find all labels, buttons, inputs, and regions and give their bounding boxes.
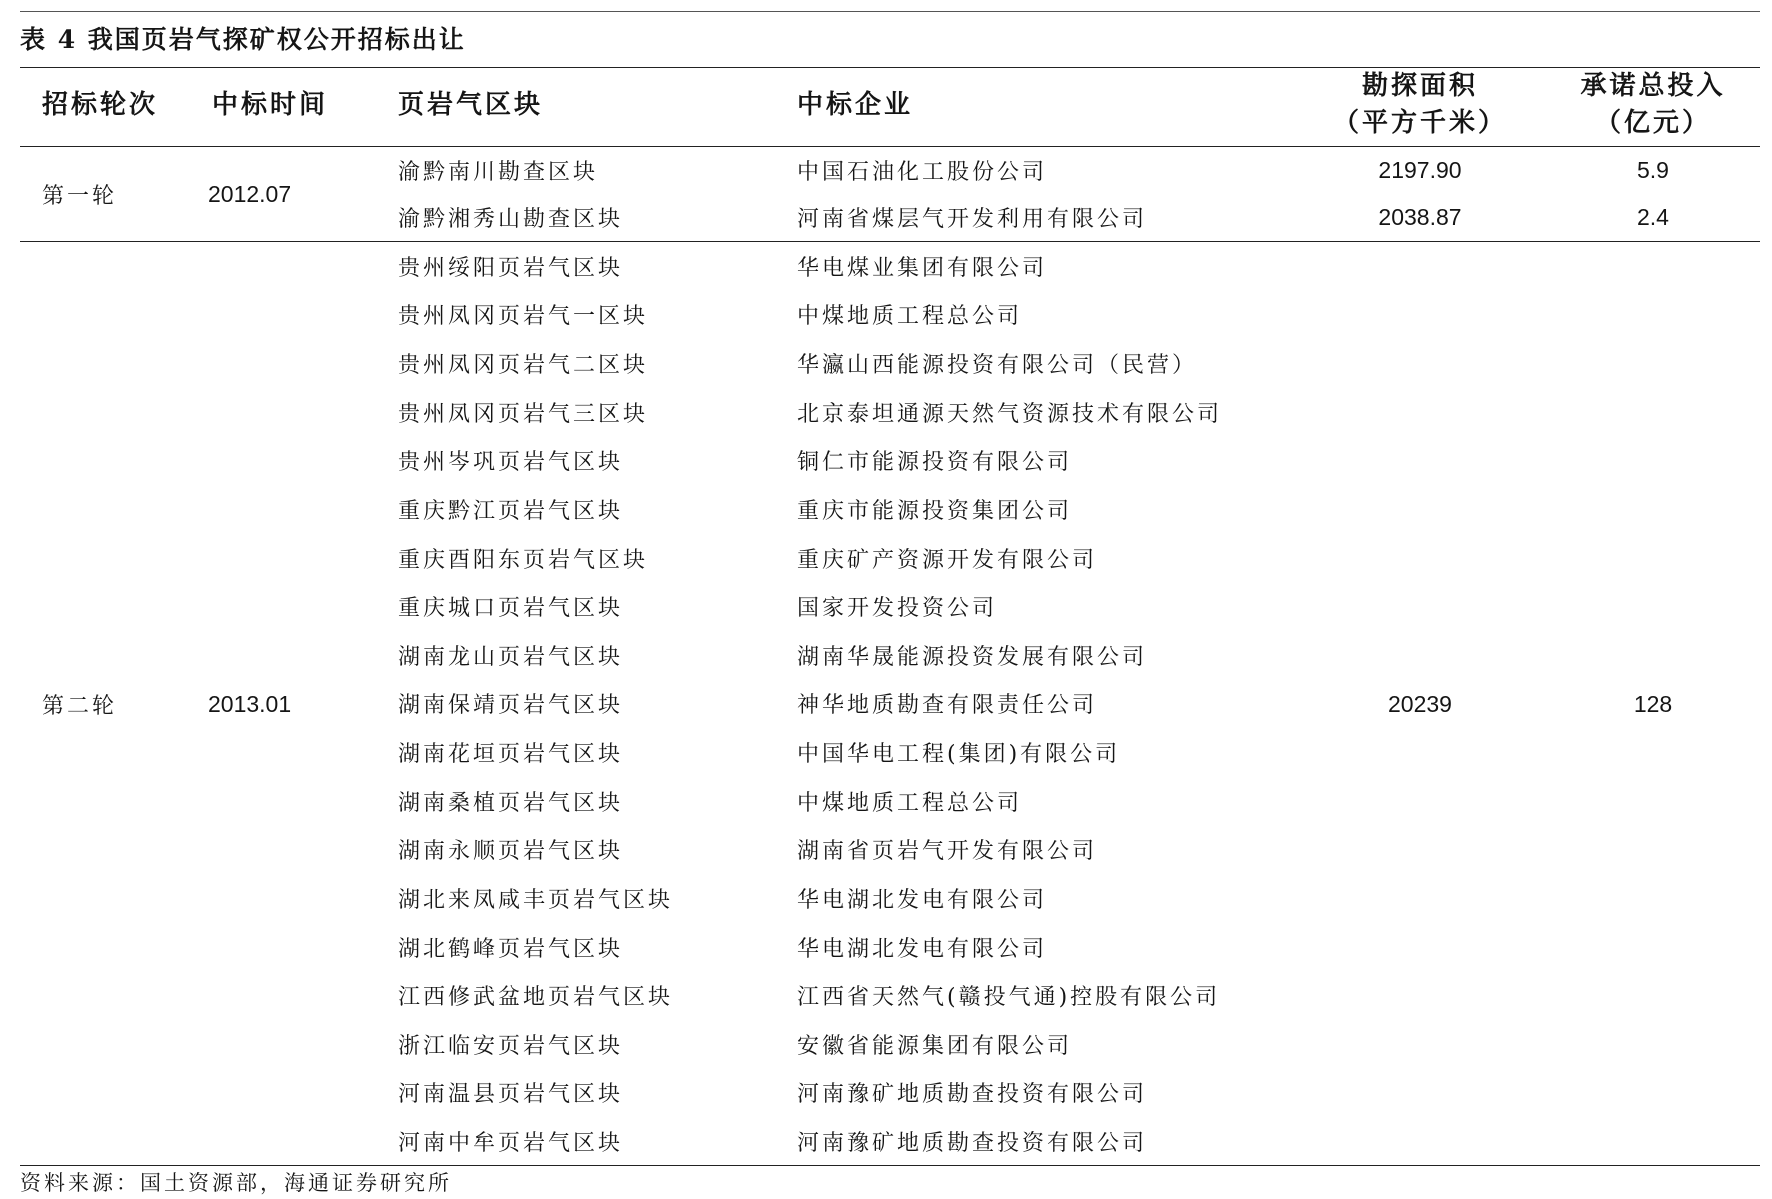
round-2-investment: 128 <box>1633 690 1673 717</box>
table-row <box>398 534 1320 583</box>
winning-company: 中煤地质工程总公司 <box>797 304 1023 330</box>
table-row <box>398 631 1320 680</box>
winning-company: 国家开发投资公司 <box>797 596 998 622</box>
table-row <box>398 680 1320 729</box>
table-row <box>398 923 1320 972</box>
block-name: 湖南花垣页岩气区块 <box>398 742 624 768</box>
block-name: 河南中牟页岩气区块 <box>398 1131 624 1157</box>
header-area <box>1320 68 1546 146</box>
block-name: 湖南龙山页岩气区块 <box>398 644 624 670</box>
header-investment-label: 承诺总投入 <box>1580 71 1726 101</box>
winning-company: 湖南省页岩气开发有限公司 <box>797 839 1098 865</box>
winning-company: 铜仁市能源投资有限公司 <box>797 450 1073 476</box>
header-investment-unit: （亿元） <box>1594 108 1711 138</box>
winning-company: 华电湖北发电有限公司 <box>797 887 1048 913</box>
table-row <box>398 971 1320 1020</box>
block-name: 湖南永顺页岩气区块 <box>398 839 624 865</box>
table-header <box>20 68 1760 146</box>
table-row <box>398 147 1760 194</box>
block-name: 贵州凤冈页岩气一区块 <box>398 304 649 330</box>
round-1-section <box>20 147 1760 241</box>
winning-company: 江西省天然气(赣投气通)控股有限公司 <box>797 985 1221 1011</box>
winning-company: 河南豫矿地质勘查投资有限公司 <box>797 1082 1148 1108</box>
header-date: 中标时间 <box>212 89 329 120</box>
header-area-unit: （平方千米） <box>1332 108 1507 138</box>
winning-company: 华瀛山西能源投资有限公司（民营） <box>797 353 1198 379</box>
winning-company: 河南豫矿地质勘查投资有限公司 <box>797 1131 1148 1157</box>
block-name: 重庆黔江页岩气区块 <box>398 498 624 524</box>
table-row <box>398 291 1320 340</box>
header-round: 招标轮次 <box>42 89 159 120</box>
table-row <box>398 194 1760 241</box>
table-top-rule <box>20 11 1760 12</box>
winning-company: 神华地质勘查有限责任公司 <box>797 693 1098 719</box>
table-bottom-rule <box>20 1165 1760 1166</box>
block-name: 渝黔湘秀山勘查区块 <box>398 207 624 232</box>
winning-company: 中国石油化工股份公司 <box>797 160 1048 185</box>
winning-company: 河南省煤层气开发利用有限公司 <box>797 207 1148 232</box>
source-note: 资料来源：国土资源部，海通证券研究所 <box>20 1171 452 1195</box>
round-2-section <box>20 242 1760 1166</box>
table-row <box>398 728 1320 777</box>
winning-company: 华电煤业集团有限公司 <box>797 255 1048 281</box>
round-2-date: 2013.01 <box>208 690 292 717</box>
block-name: 湖南保靖页岩气区块 <box>398 693 624 719</box>
winning-company: 重庆矿产资源开发有限公司 <box>797 547 1098 573</box>
table-row <box>398 437 1320 486</box>
winning-company: 中国华电工程(集团)有限公司 <box>797 742 1121 768</box>
block-name: 河南温县页岩气区块 <box>398 1082 624 1108</box>
area-value: 2197.90 <box>1378 157 1462 183</box>
winning-company: 中煤地质工程总公司 <box>797 790 1023 816</box>
table-row <box>398 826 1320 875</box>
table-title: 表 4 我国页岩气探矿权公开招标出让 <box>20 25 466 54</box>
block-name: 渝黔南川勘查区块 <box>398 160 599 185</box>
winning-company: 重庆市能源投资集团公司 <box>797 498 1073 524</box>
table-row <box>398 485 1320 534</box>
round-1-date: 2012.07 <box>208 180 292 207</box>
block-name: 江西修武盆地页岩气区块 <box>398 985 674 1011</box>
table-row <box>398 582 1320 631</box>
block-name: 湖北来凤咸丰页岩气区块 <box>398 887 674 913</box>
block-name: 重庆城口页岩气区块 <box>398 596 624 622</box>
round-2-label: 第二轮 <box>42 693 118 719</box>
round-1-label: 第一轮 <box>42 183 118 209</box>
winning-company: 北京泰坦通源天然气资源技术有限公司 <box>797 401 1223 427</box>
header-company: 中标企业 <box>797 89 914 120</box>
block-name: 湖北鹤峰页岩气区块 <box>398 936 624 962</box>
table-row <box>398 242 1320 291</box>
investment-value: 5.9 <box>1637 157 1669 183</box>
table-row <box>398 1020 1320 1069</box>
block-name: 贵州凤冈页岩气二区块 <box>398 353 649 379</box>
round-1-rows <box>398 147 1760 241</box>
block-name: 浙江临安页岩气区块 <box>398 1033 624 1059</box>
winning-company: 湖南华晟能源投资发展有限公司 <box>797 644 1148 670</box>
table-row <box>398 1117 1320 1166</box>
block-name: 贵州凤冈页岩气三区块 <box>398 401 649 427</box>
table-row <box>398 339 1320 388</box>
round-2-area: 20239 <box>1388 690 1452 717</box>
table-row <box>398 874 1320 923</box>
investment-value: 2.4 <box>1637 204 1669 230</box>
block-name: 湖南桑植页岩气区块 <box>398 790 624 816</box>
winning-company: 安徽省能源集团有限公司 <box>797 1033 1073 1059</box>
header-area-label: 勘探面积 <box>1361 71 1478 101</box>
table-row <box>398 388 1320 437</box>
round-2-rows <box>398 242 1320 1166</box>
area-value: 2038.87 <box>1378 204 1462 230</box>
block-name: 重庆酉阳东页岩气区块 <box>398 547 649 573</box>
header-block: 页岩气区块 <box>398 89 544 120</box>
block-name: 贵州岑巩页岩气区块 <box>398 450 624 476</box>
block-name: 贵州绥阳页岩气区块 <box>398 255 624 281</box>
table-row <box>398 777 1320 826</box>
table-row <box>398 1069 1320 1118</box>
winning-company: 华电湖北发电有限公司 <box>797 936 1048 962</box>
header-investment <box>1546 68 1760 146</box>
